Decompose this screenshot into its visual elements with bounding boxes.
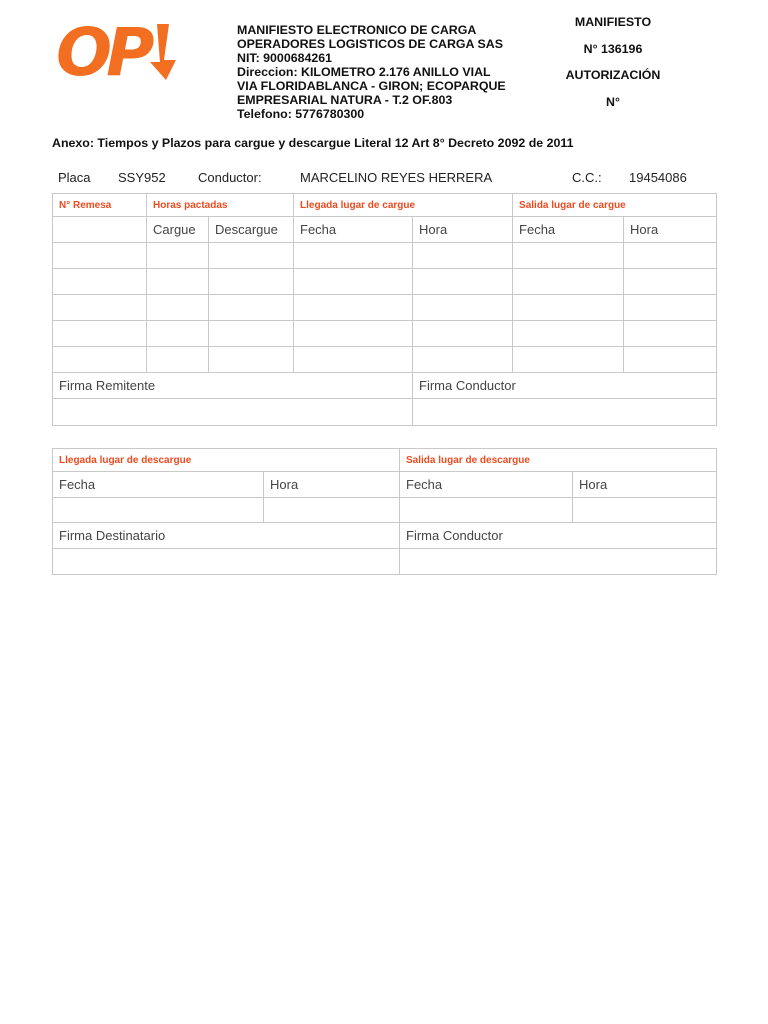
table-cell[interactable] (147, 347, 209, 373)
cc-label: C.C.: (572, 170, 602, 185)
table-cell[interactable] (294, 243, 413, 269)
autorizacion-title: AUTORIZACIÓN (565, 68, 661, 82)
table-cell[interactable] (413, 243, 513, 269)
conductor-value: MARCELINO REYES HERRERA (300, 170, 493, 185)
table-cell[interactable] (624, 269, 717, 295)
subheader-fecha: Fecha (53, 472, 264, 498)
header-remesa: N° Remesa (53, 194, 147, 217)
table-cell (53, 217, 147, 243)
company-line: EMPRESARIAL NATURA - T.2 OF.803 (237, 93, 453, 107)
subheader-cargue: Cargue (147, 217, 209, 243)
table-row (53, 295, 717, 321)
table-cell[interactable] (624, 243, 717, 269)
table-cell[interactable] (513, 243, 624, 269)
manifiesto-block (548, 15, 678, 121)
table-cell[interactable] (53, 269, 147, 295)
header-salida-cargue: Salida lugar de cargue (513, 194, 717, 217)
subheader-fecha: Fecha (294, 217, 413, 243)
table-cell[interactable] (53, 321, 147, 347)
table-cell[interactable] (53, 295, 147, 321)
firma-conductor-label: Firma Conductor (400, 523, 717, 549)
table-cell[interactable] (413, 269, 513, 295)
manifiesto-title: MANIFIESTO (574, 15, 652, 29)
descargue-table (52, 448, 717, 575)
company-line: MANIFIESTO ELECTRONICO DE CARGA (237, 23, 477, 37)
subheader-hora: Hora (264, 472, 400, 498)
subheader-hora: Hora (413, 217, 513, 243)
table-cell[interactable] (147, 295, 209, 321)
company-line: NIT: 9000684261 (237, 51, 333, 65)
cc-value: 19454086 (629, 170, 687, 185)
table-cell[interactable] (624, 295, 717, 321)
firma-conductor-field[interactable] (400, 549, 717, 575)
company-line: OPERADORES LOGISTICOS DE CARGA SAS (237, 37, 503, 51)
header-salida-descargue: Salida lugar de descargue (400, 449, 717, 472)
manifiesto-number: N° 136196 (583, 41, 643, 56)
table-row (53, 321, 717, 347)
company-info (237, 23, 506, 121)
table-cell[interactable] (53, 498, 264, 523)
table-cell[interactable] (53, 347, 147, 373)
placa-value: SSY952 (118, 170, 166, 185)
table-cell[interactable] (413, 347, 513, 373)
table-row (53, 347, 717, 373)
table-cell[interactable] (294, 269, 413, 295)
table-cell[interactable] (413, 321, 513, 347)
firma-destinatario-field[interactable] (53, 549, 400, 575)
table-row (53, 269, 717, 295)
table-cell[interactable] (400, 498, 573, 523)
table-cell[interactable] (264, 498, 400, 523)
table-cell[interactable] (294, 321, 413, 347)
header-horas-pactadas: Horas pactadas (147, 194, 294, 217)
table-cell[interactable] (53, 243, 147, 269)
table-cell[interactable] (624, 347, 717, 373)
table-cell[interactable] (209, 347, 294, 373)
table-cell[interactable] (209, 269, 294, 295)
autorizacion-number: N° (606, 94, 620, 109)
table-cell[interactable] (147, 269, 209, 295)
company-line: Telefono: 5776780300 (237, 107, 365, 121)
table-cell[interactable] (513, 269, 624, 295)
svg-text:OP: OP (56, 20, 149, 86)
opl-logo (56, 20, 188, 86)
company-line: Direccion: KILOMETRO 2.176 ANILLO VIAL (237, 65, 491, 79)
subheader-hora: Hora (624, 217, 717, 243)
table-cell[interactable] (513, 321, 624, 347)
header-llegada-descargue: Llegada lugar de descargue (53, 449, 400, 472)
header-llegada-cargue: Llegada lugar de cargue (294, 194, 513, 217)
table-cell[interactable] (513, 347, 624, 373)
table-cell[interactable] (147, 243, 209, 269)
table-cell[interactable] (294, 347, 413, 373)
table-cell[interactable] (413, 295, 513, 321)
subheader-fecha: Fecha (513, 217, 624, 243)
table-row (53, 243, 717, 269)
table-cell[interactable] (209, 321, 294, 347)
subheader-hora: Hora (573, 472, 717, 498)
table-row (53, 498, 717, 523)
table-cell[interactable] (209, 243, 294, 269)
table-cell[interactable] (294, 295, 413, 321)
table-cell[interactable] (624, 321, 717, 347)
anexo-title: Anexo: Tiempos y Plazos para cargue y descargue Literal 12 Art 8° Decreto 2092 de 2011 (52, 136, 574, 150)
cargue-table (52, 193, 717, 426)
firma-remitente-field[interactable] (53, 399, 413, 426)
subheader-fecha: Fecha (400, 472, 573, 498)
firma-remitente-label: Firma Remitente (53, 373, 413, 399)
firma-destinatario-label: Firma Destinatario (53, 523, 400, 549)
table-cell[interactable] (513, 295, 624, 321)
table-cell[interactable] (147, 321, 209, 347)
table-cell[interactable] (573, 498, 717, 523)
subheader-descargue: Descargue (209, 217, 294, 243)
conductor-label: Conductor: (198, 170, 262, 185)
table-cell[interactable] (209, 295, 294, 321)
placa-label: Placa (58, 170, 91, 185)
company-line: VIA FLORIDABLANCA - GIRON; ECOPARQUE (237, 79, 506, 93)
firma-conductor-label: Firma Conductor (413, 373, 717, 399)
firma-conductor-field[interactable] (413, 399, 717, 426)
